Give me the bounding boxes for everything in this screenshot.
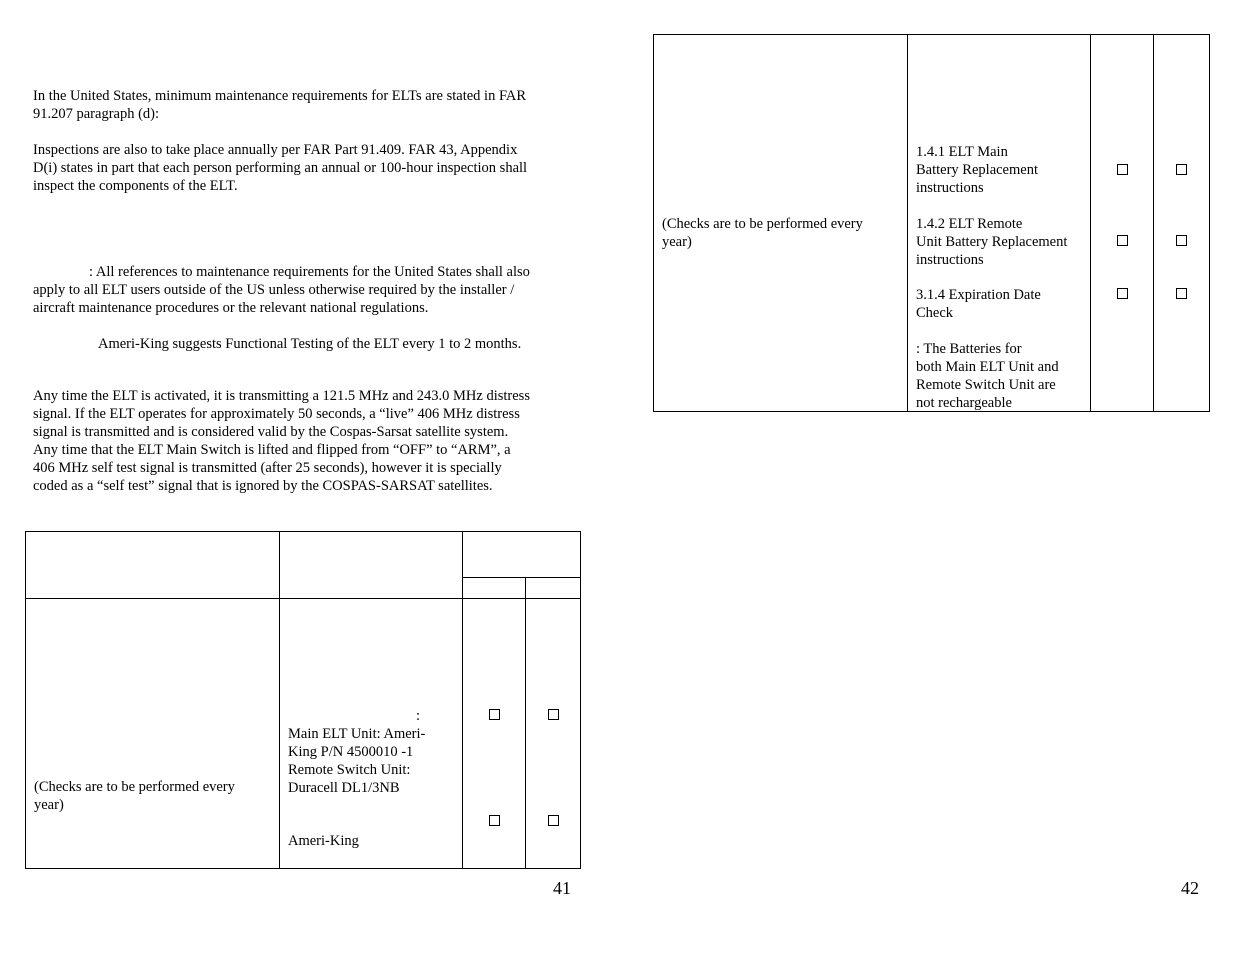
paragraph-note-outside-us: : All references to maintenance requirements for the United States shall also apply to all ELT users outside of the US unless otherwise required by the installer / aircraft maintenance procedures or the relevant national regulations. xyxy=(33,264,530,316)
check-column-2 xyxy=(1154,35,1210,412)
paragraph-functional-testing: Ameri-King suggests Functional Testing of the ELT every 1 to 2 months. xyxy=(98,336,522,352)
header-cell-2 xyxy=(280,532,463,599)
paragraph-far-91-409: Inspections are also to take place annually per FAR Part 91.409. FAR 43, Appendix D(i) states in part that each person performing an annual or 100-hour inspection shall inspect the components of the ELT. xyxy=(33,142,528,194)
checks-note: (Checks are to be performed every year) xyxy=(34,779,235,813)
header-subcell-1 xyxy=(463,578,526,599)
checkbox-icon[interactable] xyxy=(1176,164,1187,175)
checkbox-icon[interactable] xyxy=(1117,235,1128,246)
checkbox-icon[interactable] xyxy=(548,709,559,720)
battery-info-colon: : xyxy=(416,708,421,724)
checkbox-icon[interactable] xyxy=(1176,235,1187,246)
item-1-4-2: 1.4.2 ELT Remote Unit Battery Replacement instructions xyxy=(916,216,1068,268)
item-3-1-4: 3.1.4 Expiration Date Check xyxy=(916,287,1041,321)
page-number-41: 41 xyxy=(553,878,571,898)
check-column-2 xyxy=(526,599,581,869)
check-column-1 xyxy=(1091,35,1154,412)
maintenance-table-page-42 xyxy=(653,34,1210,412)
header-cell-3 xyxy=(463,532,581,578)
checkbox-icon[interactable] xyxy=(489,709,500,720)
header-cell-1 xyxy=(26,532,280,599)
checks-note: (Checks are to be performed every year) xyxy=(662,216,863,250)
checkbox-icon[interactable] xyxy=(1176,288,1187,299)
battery-info-cell xyxy=(280,599,463,869)
battery-info: Main ELT Unit: Ameri- King P/N 4500010 -1 Remote Switch Unit: Duracell DL1/3NB xyxy=(288,726,426,796)
checks-note-cell xyxy=(26,599,280,869)
item-1-4-1: 1.4.1 ELT Main Battery Replacement instructions xyxy=(916,144,1038,196)
checkbox-icon[interactable] xyxy=(1117,288,1128,299)
check-column-1 xyxy=(463,599,526,869)
checkbox-icon[interactable] xyxy=(1117,164,1128,175)
page-number-42: 42 xyxy=(1181,878,1199,898)
checkbox-icon[interactable] xyxy=(489,815,500,826)
checks-note-cell xyxy=(654,35,908,412)
maintenance-table-page-41 xyxy=(25,531,581,869)
paragraph-far-91-207: In the United States, minimum maintenance requirements for ELTs are stated in FAR 91.207 paragraph (d): xyxy=(33,88,527,122)
header-subcell-2 xyxy=(526,578,581,599)
checkbox-icon[interactable] xyxy=(548,815,559,826)
vendor-name: Ameri-King xyxy=(288,833,359,849)
paragraph-activation-signal: Any time the ELT is activated, it is transmitting a 121.5 MHz and 243.0 MHz distress signal. If the ELT operates for approximately 50 seconds, a “live” 406 MHz distress signal is transmitted and is considered valid by the Cospas-Sarsat satellite system. Any time that the ELT Main Switch is lifted and flipped from “OFF” to “ARM”, a 406 MHz self test signal is transmitted (after 25 seconds), however it is specially coded as a “self test” signal that is ignored by the COSPAS-SARSAT satellites. xyxy=(33,388,530,494)
battery-note: : The Batteries for both Main ELT Unit and Remote Switch Unit are not rechargeable xyxy=(916,341,1059,411)
items-cell xyxy=(908,35,1091,412)
